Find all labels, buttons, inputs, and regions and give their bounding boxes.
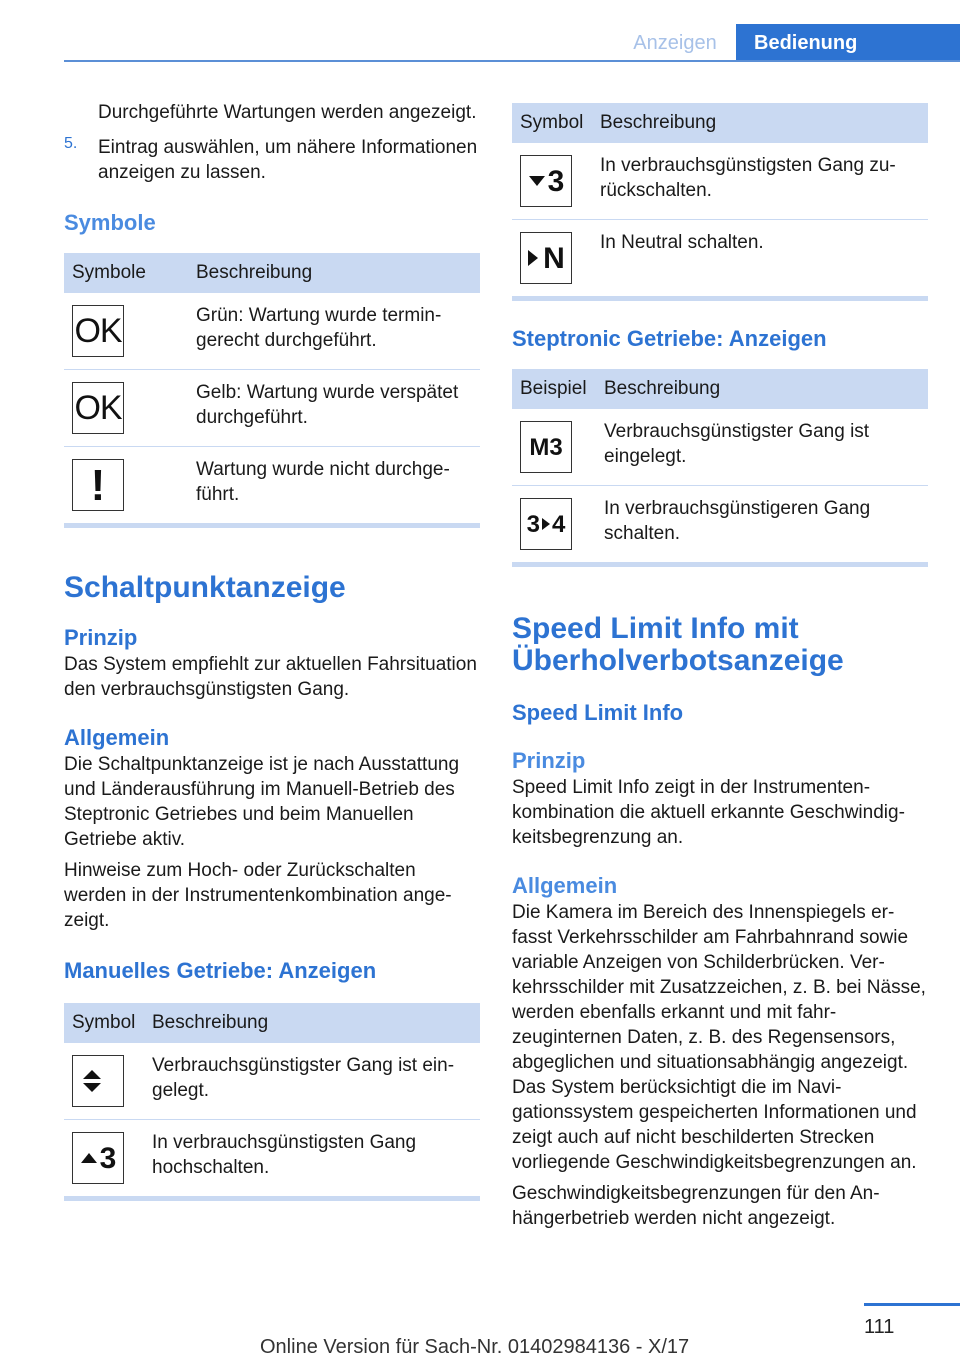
table-row [64, 1043, 480, 1120]
step-5 [64, 135, 480, 185]
allgemein-heading: Allgemein [64, 725, 170, 750]
ok-yellow-icon: OK [72, 382, 124, 434]
right-column [512, 103, 928, 1231]
manuell-heading: Manuelles Getriebe: Anzeigen [64, 958, 377, 983]
manuell-table-continued [512, 103, 928, 296]
m3-icon: M3 [520, 421, 572, 473]
prinzip-text: Das System empfiehlt zur aktuellen Fahrsituation den verbrauchsgünstigsten Gang. [64, 654, 477, 700]
allgemein-text-1: Die Schaltpunktanzeige ist je nach Ausstattung und Länderausführung im Manuell-Betrieb des Steptronic Getriebes und beim Manuellen Getriebe aktiv. [64, 754, 460, 850]
left-column [64, 100, 480, 1201]
gear-to: 4 [552, 510, 566, 538]
intro-continuation: Durchgeführte Wartungen werden angezeigt. [98, 102, 477, 123]
gear-from: 3 [526, 510, 540, 538]
table-row [64, 1120, 480, 1197]
row-description: In verbrauchsgünstigeren Gang schalten. [604, 498, 871, 544]
prinzip-heading: Prinzip [512, 748, 586, 773]
row-description: Wartung wurde nicht durchgeführt. [196, 459, 450, 505]
prinzip-heading: Prinzip [64, 625, 138, 650]
row-description: In verbrauchsgünstigsten Gang hochschalten. [152, 1132, 417, 1178]
table-row [64, 293, 480, 370]
header-rule [64, 60, 960, 62]
allgemein-text-2: Hinweise zum Hoch- oder Zurückschalten werden in der Instrumentenkombination angezeigt. [64, 860, 452, 931]
prinzip-text: Speed Limit Info zeigt in der Instrumentenkombination die aktuell erkannte Geschwindigkeitsbegrenzung an. [512, 777, 905, 848]
table-end-rule [512, 296, 928, 301]
table-row [512, 220, 928, 297]
neutral-letter: N [543, 241, 565, 275]
allgemein-text-2: Geschwindigkeitsbegrenzungen für den Anhängerbetrieb werden nicht angezeigt. [512, 1183, 880, 1229]
manuell-table [64, 1003, 480, 1196]
col-header-symbol: Symbol [64, 1003, 144, 1043]
col-header-beschreibung: Beschreibung [144, 1003, 480, 1043]
col-header-beispiel: Beispiel [512, 369, 596, 409]
online-version-note: Online Version für Sach-Nr. 01402984136 - X/17 [260, 1336, 690, 1358]
table-row [64, 447, 480, 524]
allgemein-heading: Allgemein [512, 873, 618, 898]
gear-optimal-icon [72, 1055, 124, 1107]
steptronic-table [512, 369, 928, 562]
downshift-3-icon [520, 155, 572, 207]
ok-green-icon: OK [72, 305, 124, 357]
row-description: Verbrauchsgünstigster Gang ist eingelegt. [596, 409, 928, 486]
table-row [512, 143, 928, 220]
row-description: Grün: Wartung wurde termingerecht durchgeführt. [188, 293, 480, 370]
footer-rule [864, 1303, 960, 1306]
neutral-icon [520, 232, 572, 284]
row-description: In verbrauchsgünstigsten Gang zurückschalten. [592, 143, 928, 220]
table-end-rule [512, 562, 928, 567]
col-header-symbole: Symbole [64, 253, 188, 293]
shift-3-to-4-icon [520, 498, 572, 550]
tab-bedienung[interactable]: Bedienung [736, 24, 960, 62]
symbole-heading: Symbole [64, 210, 156, 235]
symbole-table [64, 253, 480, 523]
speed-limit-title: Speed Limit Info mit Überholverbotsanzeige [512, 612, 844, 677]
page-number: 111 [864, 1316, 895, 1338]
table-row [512, 409, 928, 486]
gear-number: 3 [547, 164, 565, 198]
gear-number: 3 [99, 1141, 117, 1175]
col-header-beschreibung: Beschreibung [188, 253, 480, 293]
row-description: In Neutral schalten. [600, 232, 764, 253]
allgemein-text-1: Die Kamera im Bereich des Innenspiegels erfasst Verkehrsschilder am Fahrbahnrand sowie variable Anzeigen von Schilderbrücken. Verkehrsschilder mit Zusatzzeichen, z. B. bei Nässe, werden ebenfalls erkannt und mit fahrzeuginternen Daten, z. B. des Regensensors, abgeglichen und situationsabhängig angezeigt. Das System berücksichtigt die im Navigationssystem gespeicherten Informationen und zeigt auch auf nicht beschilderten Strecken vorliegende Geschwindigkeitsbegrenzungen an. [512, 902, 926, 1173]
tab-anzeigen[interactable]: Anzeigen [633, 32, 717, 54]
speed-limit-subheading: Speed Limit Info [512, 700, 684, 725]
table-end-rule [64, 1196, 480, 1201]
table-end-rule [64, 523, 480, 528]
row-description: Gelb: Wartung wurde verspätet durchgeführt. [188, 370, 480, 447]
row-description: Verbrauchsgünstigster Gang ist eingelegt. [144, 1043, 480, 1120]
col-header-beschreibung: Beschreibung [592, 103, 928, 143]
exclamation-icon: ! [72, 459, 124, 511]
step-text: Eintrag auswählen, um nähere Informationen anzeigen zu lassen. [98, 137, 478, 183]
upshift-3-icon [72, 1132, 124, 1184]
table-row [512, 486, 928, 563]
steptronic-heading: Steptronic Getriebe: Anzeigen [512, 326, 827, 351]
col-header-beschreibung: Beschreibung [596, 369, 928, 409]
schaltpunkt-title: Schaltpunktanzeige [64, 571, 346, 604]
step-number: 5. [64, 135, 78, 152]
col-header-symbol: Symbol [512, 103, 592, 143]
table-row [64, 370, 480, 447]
